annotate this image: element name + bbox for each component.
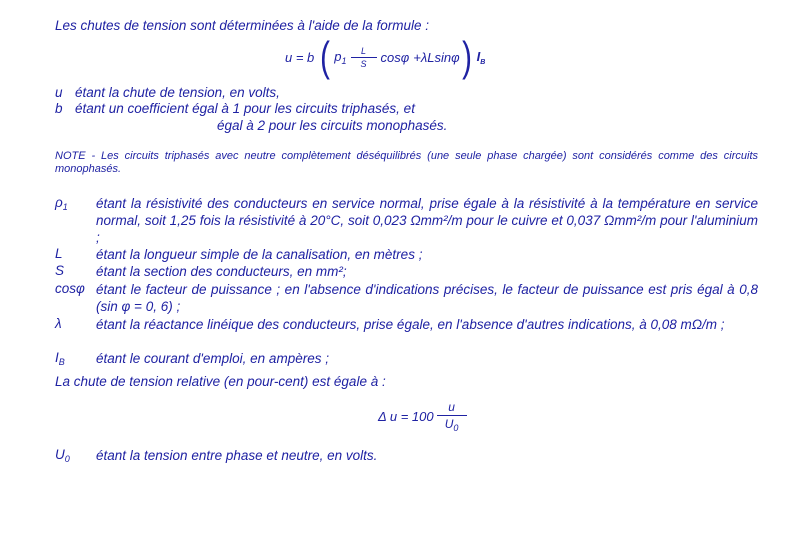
formula-sin-term: Lsinφ	[427, 49, 460, 65]
u0-symbol: $U_0$	[55, 447, 70, 464]
formula-lhs: u = b	[285, 49, 315, 65]
u-symbol: u	[55, 85, 63, 100]
s-definition: étant la section des conducteurs, en mm²;	[96, 264, 347, 279]
rho-symbol: $\rho_1$	[55, 195, 68, 212]
b-symbol: b	[55, 101, 63, 116]
relative-drop-intro: La chute de tension relative (en pour-cent) est égale à :	[55, 374, 386, 389]
cos-phi-symbol: cosφ	[55, 281, 85, 296]
l-definition: étant la longueur simple de la canalisation, en mètres ;	[96, 247, 423, 262]
cos-phi-definition: étant le facteur de puissance ; en l'absence d'indications précises, le facteur de puissance est pris égal à 0,8 (sin φ = 0, 6) ;	[96, 282, 758, 314]
note-text: NOTE - Les circuits triphasés avec neutre complètement déséquilibrés (une seule phase chargée) sont considérés comme des circuits monophasés.	[55, 150, 758, 175]
relative-drop-formula	[378, 396, 467, 436]
voltage-drop-formula	[285, 34, 485, 80]
rho-definition: étant la résistivité des conducteurs en service normal, prise égale à la résistivité à la température en service normal, soit 1,25 fois la résistivité à 20°C, soit 0,023 Ωmm²/m pour le cuivre et 0,037 Ωmm²/m pour l'aluminium ;	[96, 196, 758, 245]
lambda-definition: étant la réactance linéique des conducteurs, prise égale, en l'absence d'autres indications, à 0,08 mΩ/m ;	[96, 317, 725, 332]
l-symbol: L	[55, 246, 63, 261]
formula2-lhs: Δ u = 100	[378, 408, 434, 424]
intro-text: Les chutes de tension sont déterminées à l'aide de la formule :	[55, 18, 430, 33]
formula-cos-term: cosφ	[380, 49, 410, 65]
formula-plus-lambda: +λ	[413, 49, 428, 65]
u0-definition: étant la tension entre phase et neutre, en volts.	[96, 448, 378, 463]
u-definition: étant la chute de tension, en volts,	[75, 85, 280, 100]
left-paren: (	[320, 33, 331, 80]
formula-ib: $I_B$	[476, 48, 486, 66]
formula2-fraction: $\frac{u}{U_0}$	[437, 400, 467, 433]
lambda-symbol: λ	[55, 316, 62, 331]
ib-definition: étant le courant d'emploi, en ampères ;	[96, 351, 329, 366]
formula-fraction-l-s: $\frac{L}{S}$	[351, 46, 377, 69]
right-paren: )	[461, 33, 472, 80]
formula-rho: $p_1$	[334, 48, 347, 66]
b-definition-line1: étant un coefficient égal à 1 pour les circuits triphasés, et	[75, 101, 415, 116]
b-definition-line2: égal à 2 pour les circuits monophasés.	[217, 118, 448, 133]
ib-symbol: $I_B$	[55, 350, 65, 367]
s-symbol: S	[55, 263, 65, 278]
